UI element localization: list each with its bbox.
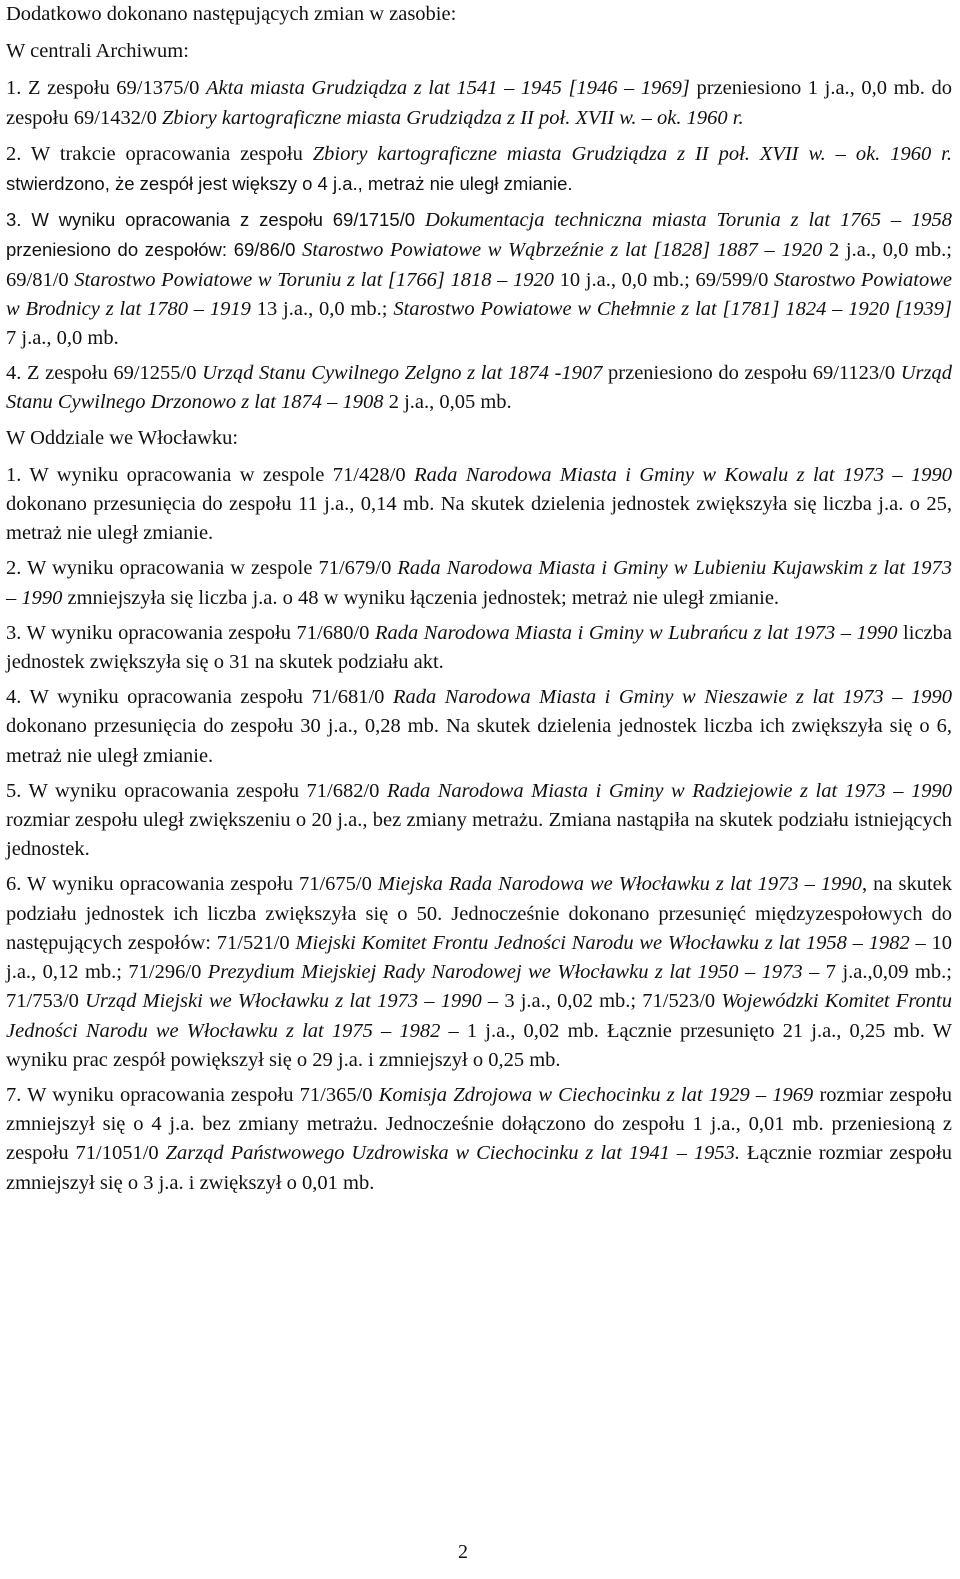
text-run: 3. W wyniku opracowania zespołu 71/680/0 [6, 621, 375, 644]
text-run: , na skutek podziału jednostek ich liczba zwiększyła się o 50. Jednocześnie dokonano przesunięć międzyzespołowych do następujących zespołów: 71/521/0 [6, 873, 952, 954]
text-run: 7. W wyniku opracowania zespołu 71/365/0 [6, 1083, 379, 1106]
list-item [6, 870, 952, 1074]
section-heading: W centrali Archiwum: [6, 40, 189, 63]
text-run: 13 j.a., 0,0 mb.; [250, 297, 394, 320]
italic-text-run: Starostwo Powiatowe w Wąbrzeźnie z lat [1828] 1887 – 1920 [302, 239, 823, 262]
list-item [6, 777, 952, 865]
italic-text-run: Zbiory kartograficzne miasta Grudziądza z II poł. XVII w. – ok. 1960 r. [162, 106, 744, 129]
text-run: – 1 j.a., 0,02 mb. Łącznie przesunięto 21 j.a., 0,25 mb. W wyniku prac zespół powiększył się o 29 j.a. i zmniejszył o 0,25 mb. [6, 1019, 952, 1071]
section-heading: W Oddziale we Włocławku: [6, 426, 239, 449]
list-item [6, 683, 952, 771]
italic-text-run: Urząd Stanu Cywilnego Drzonowo z lat 1874 – 1908 [6, 362, 952, 414]
italic-text-run: Miejski Komitet Frontu Jedności Narodu we Włocławku z lat 1958 – 1982 [295, 931, 910, 954]
text-run: 2. W wyniku opracowania w zespole 71/679/0 [6, 557, 398, 580]
italic-text-run: Prezydium Miejskiej Rady Narodowej we Włocławku z lat 1950 – 1973 [207, 961, 803, 984]
italic-text-run: Dokumentacja techniczna miasta Torunia z lat 1765 – 1958 [424, 209, 952, 232]
italic-text-run: Akta miasta Grudziądza z lat 1541 – 1945 [1946 – 1969] [206, 77, 690, 100]
page-number: 2 [458, 1541, 468, 1563]
intro-text: Dodatkowo dokonano następujących zmian w zasobie: [6, 3, 457, 25]
text-run: 3. W wyniku opracowania z zespołu 69/1715/0 [6, 209, 425, 231]
list-item [6, 554, 952, 612]
italic-text-run: Starostwo Powiatowe w Chełmnie z lat [1781] 1824 – 1920 [1939] [393, 297, 952, 320]
text-run: 2 j.a., 0,05 mb. [383, 391, 512, 414]
italic-text-run: Komisja Zdrojowa w Ciechocinku z lat 1929 – 1969 [378, 1083, 814, 1106]
sections-container [6, 37, 952, 1198]
text-run: 2. W trakcie opracowania zespołu [6, 142, 313, 165]
italic-text-run: Wojewódzki Komitet Frontu Jedności Narodu we Włocławku z lat 1975 – 1982 [6, 990, 952, 1042]
text-run: zmniejszyła się liczba j.a. o 48 w wyniku łączenia jednostek; metraż nie uległ zmianie. [62, 586, 780, 609]
text-run: Łącznie rozmiar zespołu zmniejszył się o 3 j.a. i zwiększył o 0,01 mb. [6, 1142, 952, 1194]
italic-text-run: Starostwo Powiatowe w Brodnicy z lat 1780 – 1919 [6, 268, 952, 320]
text-run: 6. W wyniku opracowania zespołu 71/675/0 [6, 873, 378, 896]
text-run: – 10 j.a., 0,12 mb.; 71/296/0 [6, 931, 952, 984]
italic-text-run: Starostwo Powiatowe w Toruniu z lat [1766] 1818 – 1920 [74, 268, 555, 291]
text-run: 4. W wyniku opracowania zespołu 71/681/0 [6, 686, 393, 709]
list-item [6, 74, 952, 132]
text-run: dokonano przesunięcia do zespołu 30 j.a., 0,28 mb. Na skutek dzielenia jednostek liczba ich zwiększyła się o 6, metraż nie uległ zmianie. [6, 715, 952, 767]
text-run: 1. Z zespołu 69/1375/0 [6, 77, 207, 100]
list-item [6, 461, 952, 549]
italic-text-run: Rada Narodowa Miasta i Gminy w Kowalu z lat 1973 – 1990 [414, 463, 952, 486]
list-item [6, 359, 952, 417]
text-run: stwierdzono, że zespół jest większy o 4 j.a., metraż nie uległ zmianie. [6, 173, 573, 195]
italic-text-run: Zarząd Państwowego Uzdrowiska w Ciechocinku z lat 1941 – 1953. [165, 1142, 741, 1165]
italic-text-run: Rada Narodowa Miasta i Gminy w Lubieniu Kujawskim z lat 1973 – 1990 [6, 557, 953, 609]
italic-text-run: Urząd Miejski we Włocławku z lat 1973 – 1990 [85, 990, 482, 1013]
italic-text-run: Rada Narodowa Miasta i Gminy w Radziejowie z lat 1973 – 1990 [386, 779, 952, 802]
italic-text-run: Urząd Stanu Cywilnego Zelgno z lat 1874 -1907 [202, 362, 603, 385]
italic-text-run: Zbiory kartograficzne miasta Grudziądza z II poł. XVII w. – ok. 1960 r. [312, 142, 953, 165]
text-run: rozmiar zespołu uległ zwiększeniu o 20 j.a., bez zmiany metrażu. Zmiana nastąpiła na skutek podziału istniejących jednostek. [6, 809, 952, 861]
italic-text-run: Miejska Rada Narodowa we Włocławku z lat 1973 – 1990 [377, 873, 862, 896]
text-run: 10 j.a., 0,0 mb.; 69/599/0 [554, 268, 774, 291]
text-run: – 7 j.a.,0,09 mb.; 71/753/0 [6, 961, 952, 1013]
list-item [6, 139, 952, 199]
text-run: przeniesiono do zespołów: 69/86/0 [6, 239, 303, 261]
text-run: 5. W wyniku opracowania zespołu 71/682/0 [6, 779, 387, 802]
list-item [6, 205, 952, 353]
text-run: – 3 j.a., 0,02 mb.; 71/523/0 [481, 990, 722, 1013]
list-item [6, 619, 952, 677]
italic-text-run: Rada Narodowa Miasta i Gminy w Lubrańcu z lat 1973 – 1990 [374, 621, 898, 644]
document-page [6, 0, 952, 1204]
text-run: rozmiar zespołu zmniejszył się o 4 j.a. bez zmiany metrażu. Jednocześnie dołączono do zespołu 1 j.a., 0,01 mb. przeniesioną z zespołu 71/1051/0 [6, 1083, 952, 1165]
text-run: przeniesiono 1 j.a., 0,0 mb. do zespołu 69/1432/0 [6, 77, 952, 129]
text-run: przeniesiono do zespołu 69/1123/0 [602, 362, 901, 385]
text-run: liczba jednostek zwiększyła się o 31 na skutek podziału akt. [6, 621, 952, 674]
text-run: dokonano przesunięcia do zespołu 11 j.a., 0,14 mb. Na skutek dzielenia jednostek zwiększyła się liczba j.a. o 25, metraż nie uległ zmianie. [6, 493, 952, 545]
text-run: 1. W wyniku opracowania w zespole 71/428/0 [6, 463, 415, 486]
text-run: 4. Z zespołu 69/1255/0 [6, 362, 203, 385]
list-item [6, 1081, 952, 1198]
text-run: 7 j.a., 0,0 mb. [6, 327, 119, 350]
italic-text-run: Rada Narodowa Miasta i Gminy w Nieszawie z lat 1973 – 1990 [392, 686, 952, 709]
text-run: 2 j.a., 0,0 mb.; 69/81/0 [6, 239, 952, 291]
